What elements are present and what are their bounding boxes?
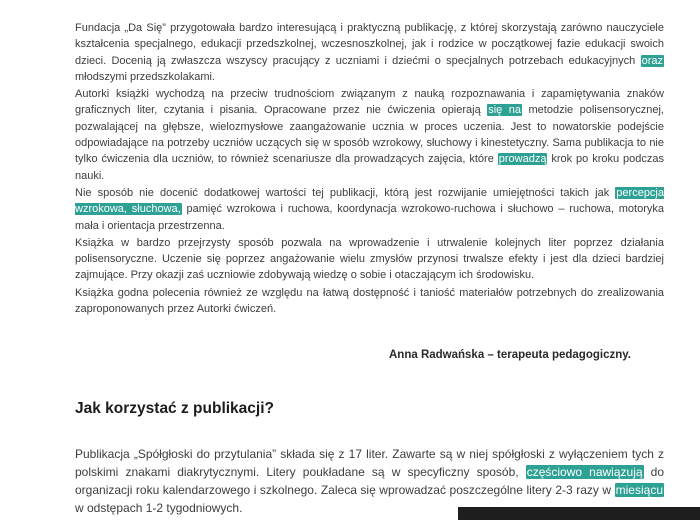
highlighted-phrase: się na	[488, 104, 521, 117]
text-run: metodzie polisensorycznej, pozwalającej na głębsze, wielozmysłowe zaangażowanie ucznia w proces uczenia. Jest to nowatorskie podejście odpowiadające na potrzeby uczniów uczących się w sposób wzrokowy, słuchowy i kinestetyczny. Sama publikacja to nie tylko ćwiczenia dla uczniów, to również scenariusze dla prowadzących zajęcia, które	[75, 104, 664, 166]
review-paragraph-1	[75, 20, 664, 85]
review-section	[75, 20, 664, 361]
highlighted-phrase: oraz	[641, 54, 663, 67]
text-run: krok po kroku podczas nauki.	[75, 153, 664, 182]
review-paragraph-5	[75, 285, 664, 318]
review-paragraph-2	[75, 86, 664, 184]
highlighted-phrase: miesiącu	[615, 482, 663, 497]
highlighted-phrase: częściowo nawiązują	[526, 465, 643, 480]
text-run: Książka w bardzo przejrzysty sposób pozwala na wprowadzenie i utrwalenie kolejnych liter poprzez działania polisensoryczne. Uczenie się poprzez angażowanie wielu zmysłów przynosi trwalsze efekty i jest dla dzieci bardziej zajmujące. Przy okazji zaś uczniowie zdobywają wiedzę o sobie i otaczającym ich środowisku.	[75, 236, 664, 282]
text-run: Fundacja „Da Się” przygotowała bardzo interesującą i praktyczną publikację, z której skorzystają zarówno nauczyciele kształcenia specjalnego, edukacji przedszkolnej, wczesnoszkolnej, jak i rodzice w początkowej fazie edukacji swoich dzieci. Docenią ją zwłaszcza wszyscy pracujący z uczniami i dziećmi o specjalnych potrzebach edukacyjnych	[75, 22, 664, 67]
review-paragraph-4	[75, 235, 664, 284]
text-run: Autorki książki wychodzą na przeciw trudnościom związanym z nauką rozpoznawania i zapamiętywania znaków graficznych liter, czytania i pisania. Opracowane przez nie ćwiczenia opierają	[75, 88, 664, 117]
highlighted-phrase: percepcja wzrokowa, słuchowa,	[75, 186, 664, 216]
review-paragraph-3	[75, 185, 664, 234]
highlighted-phrase: prowadzą	[498, 153, 547, 166]
text-run: pamięć wzrokowa i ruchowa, koordynacja wzrokowo-ruchowa i słuchowo – ruchowa, motoryka mała i orientacja przestrzenna.	[75, 203, 664, 232]
page-footer-bar	[458, 507, 700, 520]
text-run: w odstępach 1-2 tygodniowych.	[75, 500, 243, 515]
text-run: Książka godna polecenia również ze względu na łatwą dostępność i taniość materiałów potrzebnych do zrealizowania zaproponowanych przez Autorki ćwiczeń.	[75, 286, 664, 316]
review-signature: Anna Radwańska – terapeuta pedagogiczny.	[389, 349, 631, 362]
section-heading: Jak korzystać z publikacji?	[75, 400, 275, 418]
text-run: młodszymi przedszkolakami.	[75, 70, 215, 83]
text-run: Nie sposób nie docenić dodatkowej wartości tej publikacji, którą jest rozwijanie umiejętności takich jak	[75, 186, 616, 199]
text-run: Publikacja „Spółgłoski do przytulania” składa się z 17 liter. Zawarte są w niej spółgłoski z wyłączeniem tych z polskimi znakami diakrytycznymi. Litery poukładane są w specyficzny sposób,	[75, 447, 664, 480]
text-run: do organizacji roku kalendarzowego i szkolnego. Zaleca się wprowadzać poszczególne litery 2-3 razy w	[75, 465, 664, 497]
